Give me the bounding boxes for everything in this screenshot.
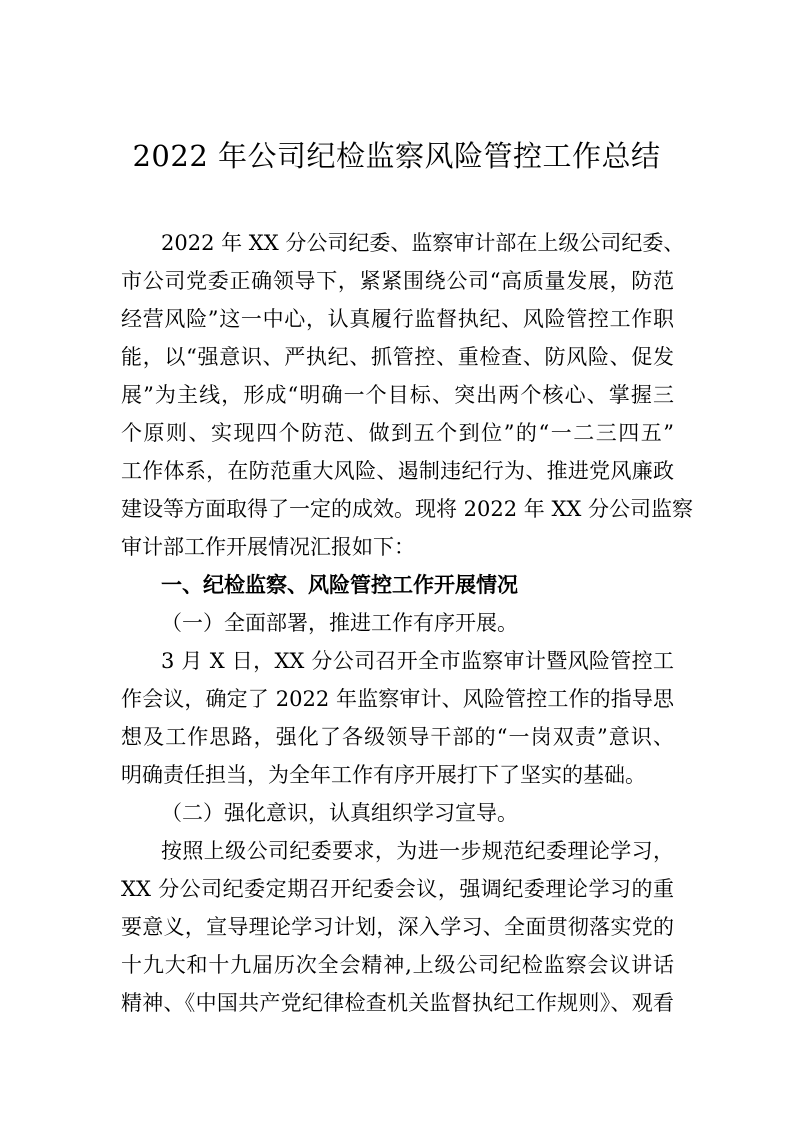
section-heading: 一、纪检监察、风险管控工作开展情况 — [161, 573, 518, 597]
subsection-heading: （一）全面部署，推进工作有序开展。 — [161, 611, 518, 635]
paragraph-line: 展”为主线，形成“明确一个目标、突出两个核心、掌握三 — [121, 383, 674, 407]
paragraph-line: XX 分公司纪委定期召开纪委会议，强调纪委理论学习的重 — [121, 877, 674, 901]
paragraph-line: 想及工作思路，强化了各级领导干部的“一岗双责”意识、 — [121, 725, 674, 749]
paragraph-line: 作会议，确定了 2022 年监察审计、风险管控工作的指导思 — [121, 687, 674, 711]
paragraph-line: 十九大和十九届历次全会精神,上级公司纪检监察会议讲话 — [121, 953, 674, 977]
paragraph-line: 要意义，宣导理论学习计划，深入学习、全面贯彻落实党的 — [121, 915, 674, 939]
paragraph-line: 审计部工作开展情况汇报如下： — [121, 535, 415, 559]
paragraph-line: 2022 年 XX 分公司纪委、监察审计部在上级公司纪委、 — [161, 231, 685, 255]
paragraph-line: 3 月 X 日，XX 分公司召开全市监察审计暨风险管控工 — [161, 649, 674, 673]
paragraph-line: 个原则、实现四个防范、做到五个到位”的“一二三四五” — [121, 421, 674, 445]
subsection-heading: （二）强化意识，认真组织学习宣导。 — [161, 801, 518, 825]
paragraph-line: 工作体系，在防范重大风险、遏制违纪行为、推进党风廉政 — [121, 459, 674, 483]
paragraph-line: 建设等方面取得了一定的成效。现将 2022 年 XX 分公司监察 — [121, 497, 694, 521]
paragraph-line: 明确责任担当，为全年工作有序开展打下了坚实的基础。 — [121, 763, 646, 787]
paragraph-line: 市公司党委正确领导下，紧紧围绕公司“高质量发展，防范 — [121, 269, 674, 293]
paragraph-line: 能，以“强意识、严执纪、抓管控、重检查、防风险、促发 — [121, 345, 674, 369]
paragraph-line: 精神、《中国共产党纪律检查机关监督执纪工作规则》、观看 — [121, 991, 674, 1015]
paragraph-line: 按照上级公司纪委要求，为进一步规范纪委理论学习， — [161, 839, 674, 863]
paragraph-line: 经营风险”这一中心，认真履行监督执纪、风险管控工作职 — [121, 307, 674, 331]
document-title: 2022 年公司纪检监察风险管控工作总结 — [132, 139, 661, 173]
